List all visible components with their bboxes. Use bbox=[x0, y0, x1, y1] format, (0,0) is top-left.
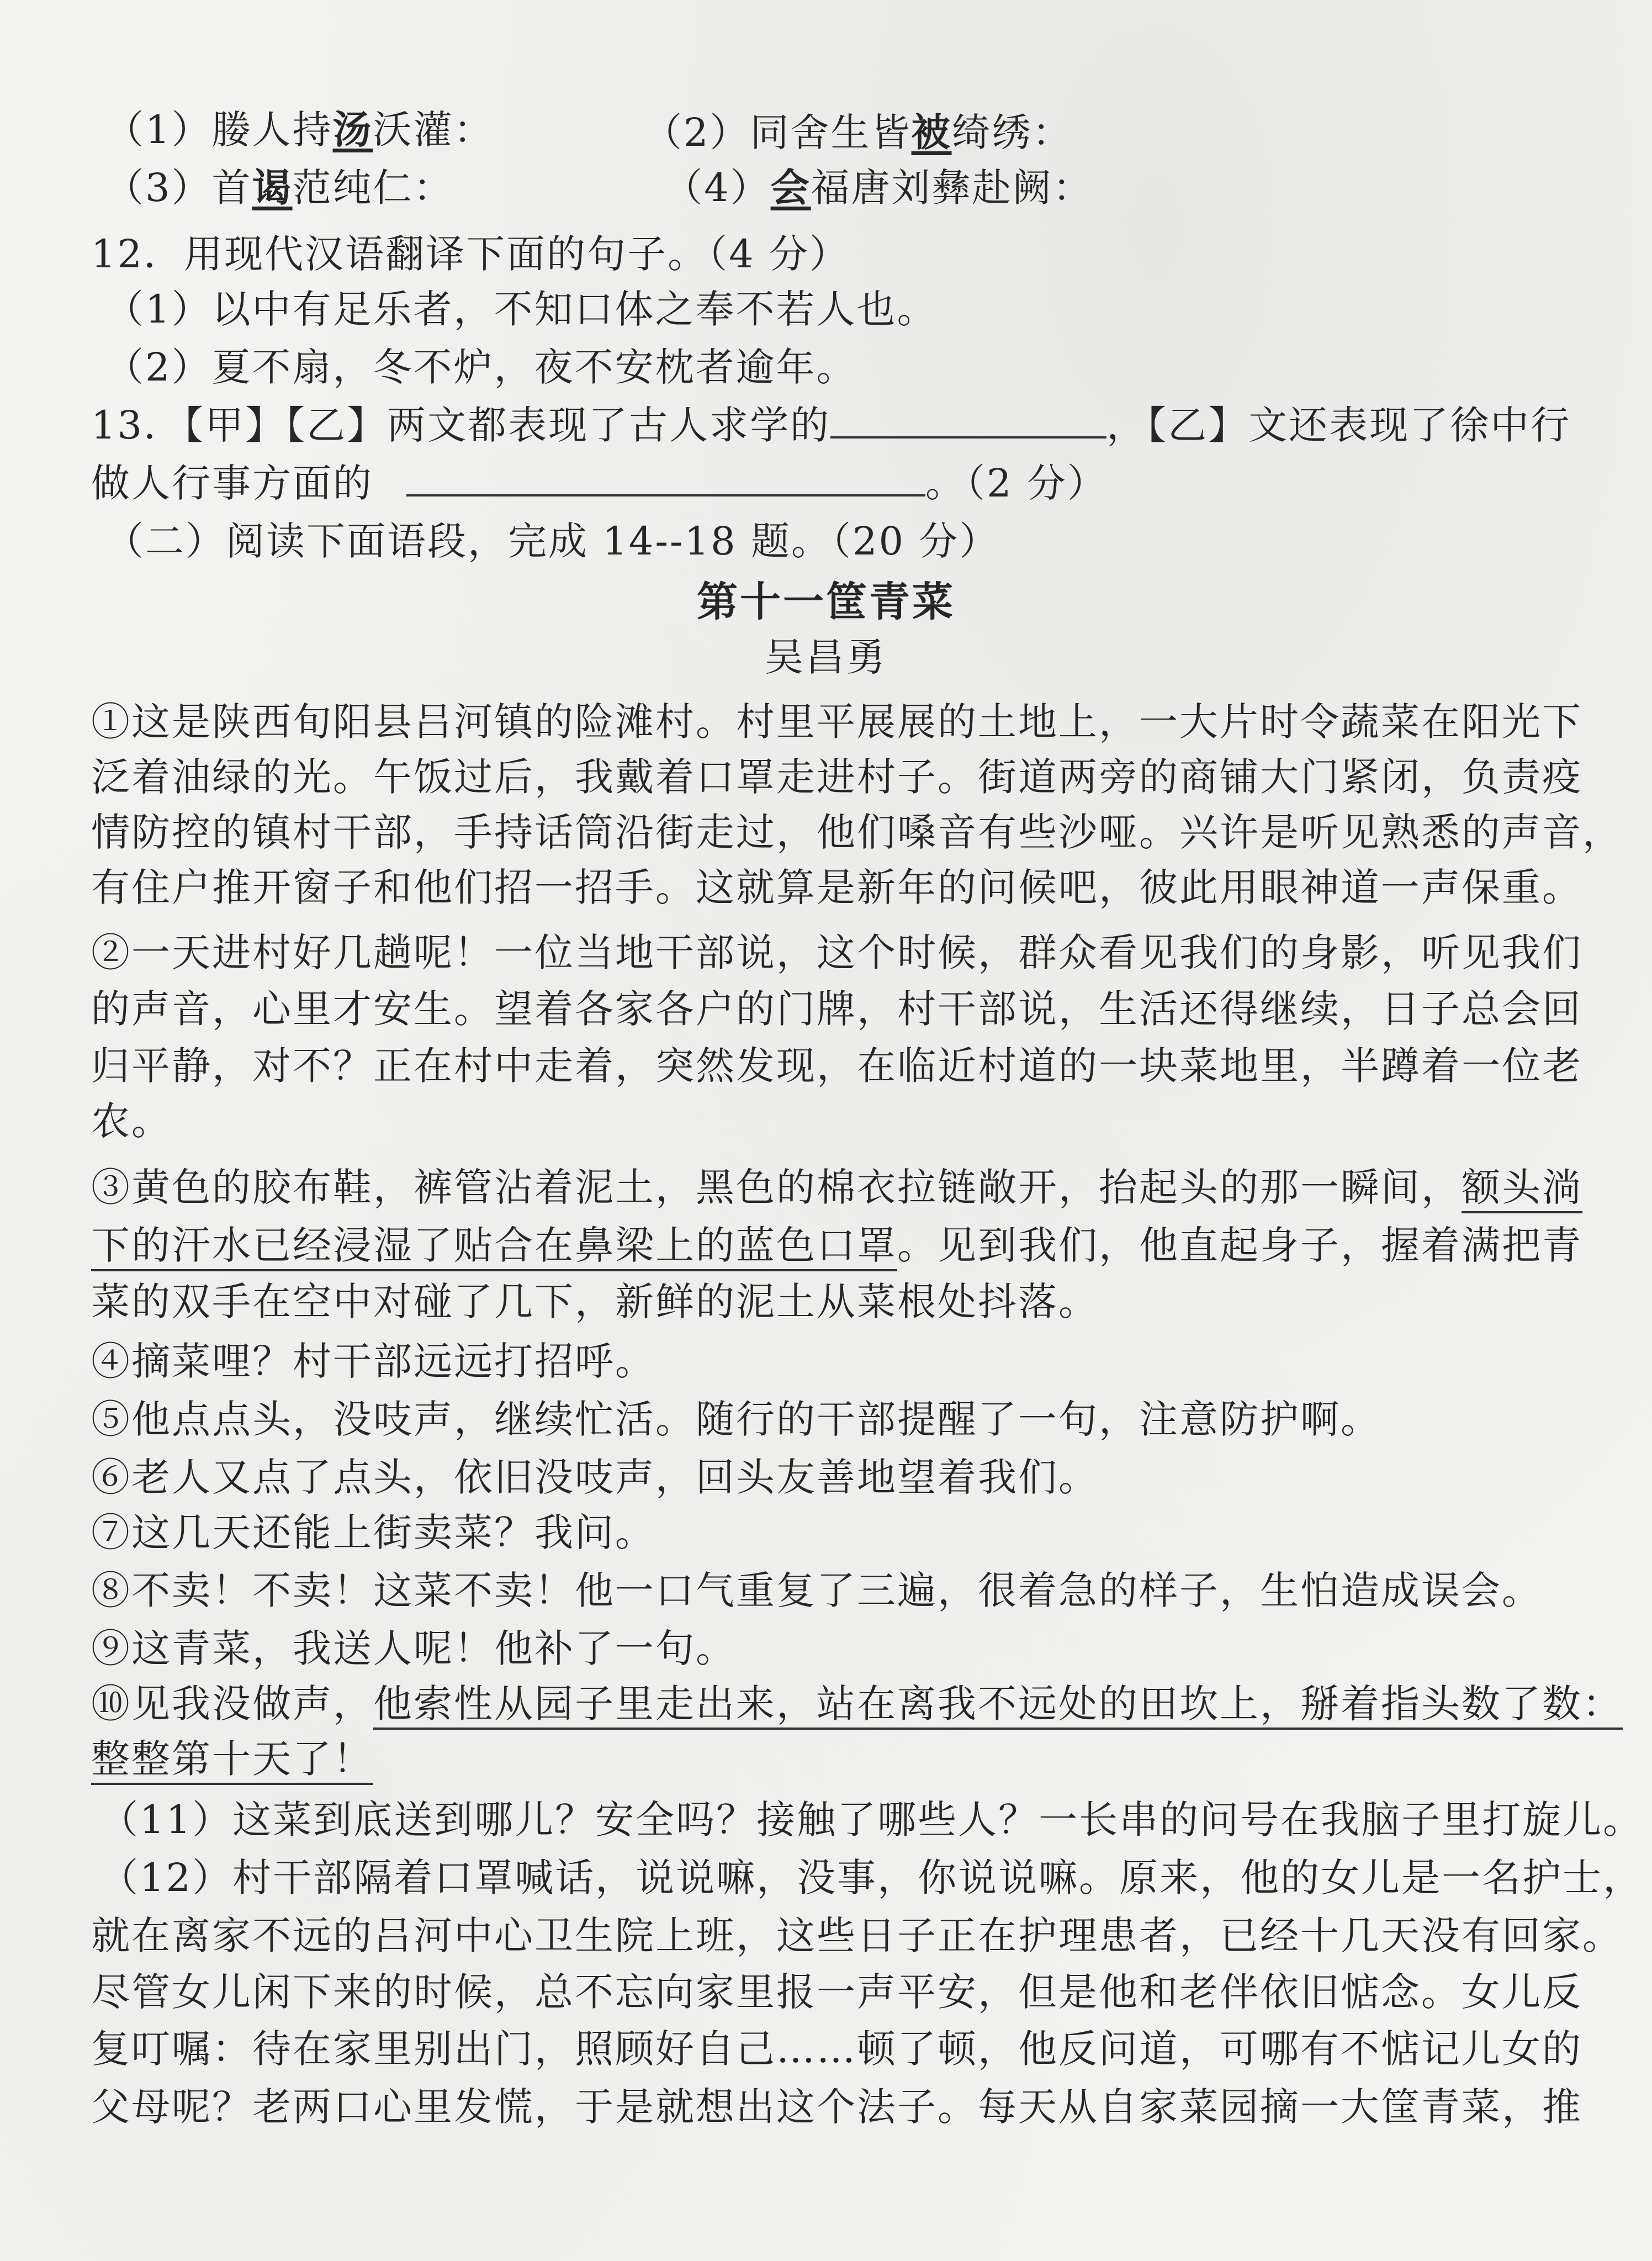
article-paragraph-1-line-1: ①这是陕西旬阳县吕河镇的险滩村。村里平展展的土地上，一大片时令蔬菜在阳光下 bbox=[91, 699, 1582, 744]
article-paragraph-7: ⑦这几天还能上街卖菜？我问。 bbox=[91, 1510, 655, 1555]
article-paragraph-12-line-4: 复叮嘱：待在家里别出门，照顾好自己……顿了顿，他反问道，可哪有不惦记儿女的 bbox=[91, 2026, 1582, 2072]
q11-item-3: （3）首谒范纯仁： bbox=[105, 165, 454, 210]
article-paragraph-12-line-3: 尽管女儿闲下来的时候，总不忘向家里报一声平安，但是他和老伴依旧惦念。女儿反 bbox=[91, 1969, 1582, 2015]
underlined-sentence: 下的汗水已经浸湿了贴合在鼻梁上的蓝色口罩 bbox=[91, 1223, 897, 1271]
q11-item-4: （4）会福唐刘彝赴阙： bbox=[664, 165, 1093, 210]
article-paragraph-12-line-5: 父母呢？老两口心里发慌，于是就想出这个法子。每天从自家菜园摘一大筐青菜，推 bbox=[91, 2084, 1582, 2130]
article-paragraph-1-line-2: 泛着油绿的光。午饭过后，我戴着口罩走进村子。街道两旁的商铺大门紧闭，负责疫 bbox=[91, 754, 1582, 800]
underlined-sentence: 额头淌 bbox=[1462, 1165, 1582, 1213]
article-author: 吴昌勇 bbox=[765, 635, 887, 680]
question-13-line-1: 13．【甲】【乙】两文都表现了古人求学的 ，【乙】文还表现了徐中行 bbox=[91, 403, 1571, 448]
article-paragraph-12-line-2: 就在离家不远的吕河中心卫生院上班，这些日子正在护理患者，已经十几天没有回家。 bbox=[91, 1913, 1623, 1958]
article-paragraph-5: ⑤他点点头，没吱声，继续忙活。随行的干部提醒了一句，注意防护啊。 bbox=[91, 1397, 1381, 1442]
article-paragraph-12-line-1: （12）村干部隔着口罩喊话，说说嘛，没事，你说说嘛。原来，他的女儿是一名护士， bbox=[99, 1855, 1644, 1900]
article-paragraph-2-line-2: 的声音，心里才安生。望着各家各户的门牌，村干部说，生活还得继续，日子总会回 bbox=[91, 986, 1582, 1032]
question-11-line-1 bbox=[105, 105, 494, 155]
article-paragraph-8: ⑧不卖！不卖！这菜不卖！他一口气重复了三遍，很着急的样子，生怕造成误会。 bbox=[91, 1568, 1542, 1613]
article-paragraph-2-line-3: 归平静，对不？正在村中走着，突然发现，在临近村道的一块菜地里，半蹲着一位老 bbox=[91, 1043, 1582, 1089]
article-paragraph-11: （11）这菜到底送到哪儿？安全吗？接触了哪些人？一长串的问号在我脑子里打旋儿。 bbox=[99, 1797, 1644, 1842]
article-paragraph-1-line-3: 情防控的镇村干部，手持话筒沿街走过，他们嗓音有些沙哑。兴许是听见熟悉的声音， bbox=[91, 810, 1623, 855]
article-paragraph-3-line-3: 菜的双手在空中对碰了几下，新鲜的泥土从菜根处抖落。 bbox=[91, 1279, 1099, 1324]
question-13-line-2: 做人行事方面的 。（2 分） bbox=[91, 461, 1108, 506]
underlined-sentence: 他索性从园子里走出来，站在离我不远处的田坎上，掰着指头数了数： bbox=[373, 1681, 1623, 1730]
article-paragraph-6: ⑥老人又点了点头，依旧没吱声，回头友善地望着我们。 bbox=[91, 1455, 1099, 1500]
article-paragraph-10-line-2 bbox=[91, 1734, 373, 1784]
answer-blank-1[interactable] bbox=[830, 403, 1106, 439]
article-paragraph-10-line-1: ⑩见我没做声，他索性从园子里走出来，站在离我不远处的田坎上，掰着指头数了数： bbox=[91, 1679, 1623, 1729]
answer-blank-2[interactable] bbox=[406, 461, 925, 496]
question-12-stem: 12．用现代汉语翻译下面的句子。（4 分） bbox=[91, 231, 850, 277]
article-paragraph-1-line-4: 有住户推开窗子和他们招一招手。这就算是新年的问候吧，彼此用眼神道一声保重。 bbox=[91, 865, 1582, 910]
question-11-line-1b bbox=[643, 108, 1073, 157]
underlined-sentence: 整整第十天了！ bbox=[91, 1736, 373, 1785]
question-12-sentence-1: （1）以中有足乐者，不知口体之奉不若人也。 bbox=[105, 287, 938, 332]
q11-item-2: （2）同舍生皆被绮绣： bbox=[643, 109, 1073, 155]
article-paragraph-2-line-1: ②一天进村好几趟呢！一位当地干部说，这个时候，群众看见我们的身影，听见我们 bbox=[91, 930, 1582, 975]
article-paragraph-4: ④摘菜哩？村干部远远打招呼。 bbox=[91, 1339, 655, 1384]
article-title: 第十一筐青菜 bbox=[697, 578, 955, 626]
article-paragraph-9: ⑨这青菜，我送人呢！他补了一句。 bbox=[91, 1626, 736, 1671]
question-12-sentence-2: （2）夏不扇，冬不炉，夜不安枕者逾年。 bbox=[105, 345, 857, 390]
q11-item-1: （1）媵人持汤沃灌： bbox=[105, 107, 494, 152]
article-paragraph-3-line-1: ③黄色的胶布鞋，裤管沾着泥土，黑色的棉衣拉链敞开，抬起头的那一瞬间，额头淌 bbox=[91, 1163, 1582, 1212]
section-2-instruction: （二）阅读下面语段，完成 14--18 题。（20 分） bbox=[105, 519, 1000, 564]
article-paragraph-3-line-2: 下的汗水已经浸湿了贴合在鼻梁上的蓝色口罩。见到我们，他直起身子，握着满把青 bbox=[91, 1221, 1582, 1270]
question-11-line-2 bbox=[105, 163, 1093, 213]
article-paragraph-2-line-4: 农。 bbox=[91, 1098, 172, 1144]
